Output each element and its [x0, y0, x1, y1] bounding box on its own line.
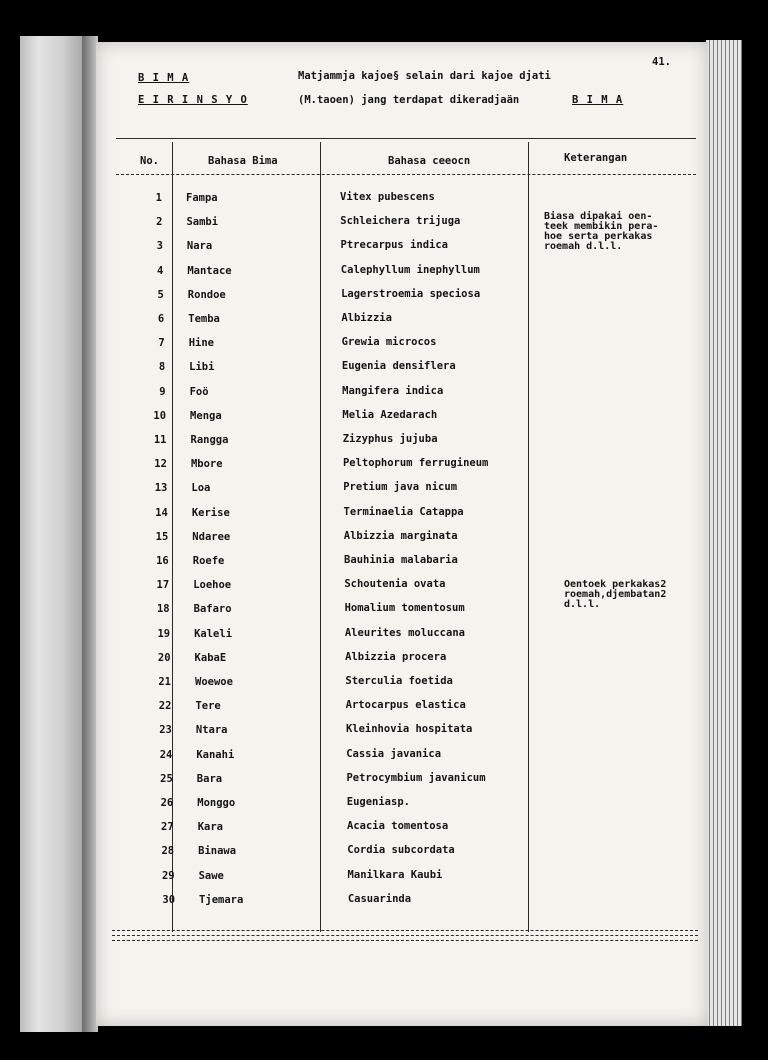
- page-number: 41.: [652, 56, 671, 68]
- row-number: 10: [153, 409, 167, 422]
- row-number: 19: [157, 627, 171, 640]
- bima-name: Nara: [186, 240, 213, 253]
- row-number: 13: [154, 482, 168, 495]
- scientific-name: Petrocymbium javanicum: [346, 771, 486, 784]
- row-number: 26: [160, 797, 174, 809]
- scientific-name: Peltophorum ferrugineum: [342, 457, 489, 470]
- bima-name: Loa: [191, 482, 211, 495]
- column-header-notes: Keterangan: [564, 152, 628, 164]
- bima-name: Mantace: [187, 264, 232, 277]
- row-number: 25: [160, 772, 173, 785]
- scientific-name: Artocarpus elastica: [345, 699, 466, 712]
- bima-name: Tere: [195, 700, 221, 713]
- row-number: 14: [155, 506, 168, 519]
- scientific-name: Albizzia: [341, 312, 392, 324]
- column-header-bima: Bahasa Bima: [208, 155, 278, 167]
- row-number: 3: [156, 240, 163, 253]
- bima-name: Hine: [188, 337, 214, 350]
- bima-name: Kanahi: [196, 748, 235, 761]
- bima-name: Loehoe: [193, 579, 232, 592]
- bima-name: Roefe: [192, 555, 225, 567]
- column-divider: [528, 142, 529, 932]
- document-title-line1: Matjammja kajoe§ selain dari kajoe djati: [298, 70, 551, 82]
- column-header-latin: Bahasa ceeocn: [388, 155, 471, 167]
- scientific-name: Terminaelia Catappa: [343, 505, 464, 518]
- scientific-name: Grewia microcos: [341, 336, 437, 349]
- bima-name: Ndaree: [192, 530, 231, 543]
- bima-name: Mbore: [190, 458, 223, 471]
- column-divider: [172, 142, 173, 932]
- row-number: 23: [159, 724, 172, 737]
- bima-name: Sawe: [198, 869, 224, 882]
- bima-name: Foö: [189, 385, 209, 398]
- row-number: 15: [155, 530, 169, 543]
- bima-name: Binawa: [198, 845, 237, 858]
- bima-name: Bafaro: [193, 603, 232, 616]
- bima-name: Monggo: [197, 797, 236, 809]
- scientific-name: Melia Azedarach: [342, 408, 438, 421]
- row-number: 9: [159, 385, 166, 398]
- scientific-name: Pretium java nicum: [343, 481, 458, 494]
- table-top-rule: [116, 138, 696, 139]
- note-construction-use: Oentoek perkakas2 roemah,djembatan2 d.l.l.: [564, 579, 667, 610]
- region-label: B I M A: [138, 72, 190, 84]
- scientific-name: Acacia tomentosa: [347, 820, 449, 833]
- column-divider: [320, 142, 321, 932]
- row-number: 5: [157, 288, 164, 301]
- row-number: 4: [157, 264, 164, 277]
- row-number: 28: [161, 845, 175, 858]
- row-number: 7: [158, 337, 165, 350]
- bima-name: Woewoe: [195, 676, 233, 688]
- bima-name: Kerise: [191, 506, 230, 519]
- bima-name: Kaleli: [194, 627, 233, 640]
- table-header-rule: [116, 174, 696, 175]
- row-number: 20: [157, 651, 171, 664]
- bima-name: Libi: [189, 361, 215, 374]
- row-number: 22: [158, 700, 172, 713]
- scientific-name: Ptrecarpus indica: [340, 239, 448, 252]
- scientific-name: Zizyphus jujuba: [342, 433, 438, 445]
- row-number: 27: [161, 821, 174, 834]
- scientific-name: Aleurites moluccana: [344, 626, 465, 639]
- row-number: 1: [155, 192, 162, 204]
- row-number: 30: [162, 893, 176, 906]
- scientific-name: Homalium tomentosum: [344, 602, 465, 615]
- bima-name: Fampa: [186, 192, 218, 204]
- bima-name: Sambi: [186, 216, 219, 229]
- document-title-region: B I M A: [572, 94, 624, 106]
- row-number: 2: [156, 216, 163, 229]
- bima-name: Rondoe: [187, 288, 226, 301]
- document-title-line2: (M.taoen) jang terdapat dikeradjaän: [298, 94, 520, 106]
- bima-name: Temba: [188, 313, 220, 325]
- table-bottom-rule: [112, 935, 698, 936]
- table-bottom-rule: [112, 930, 698, 931]
- row-number: 21: [158, 676, 171, 688]
- subregion-label: E I R I N S Y O: [138, 94, 248, 106]
- scientific-name: Albizzia procera: [345, 650, 447, 663]
- page-edges: [706, 40, 742, 1026]
- scientific-name: Albizzia marginata: [343, 529, 458, 542]
- row-number: 18: [156, 603, 170, 616]
- scientific-name: Lagerstroemia speciosa: [341, 287, 481, 300]
- row-number: 17: [156, 579, 170, 592]
- scientific-name: Calephyllum inephyllum: [340, 263, 480, 276]
- row-number: 24: [159, 748, 173, 761]
- row-number: 6: [157, 313, 165, 325]
- row-number: 12: [154, 458, 167, 471]
- scientific-name: Mangifera indica: [342, 384, 444, 397]
- table-bottom-rule: [112, 940, 698, 941]
- scientific-name: Cassia javanica: [346, 747, 442, 760]
- scientific-name: Bauhinia malabaria: [344, 554, 458, 566]
- row-number: 8: [158, 361, 166, 374]
- scientific-name: Schleichera trijuga: [340, 215, 461, 228]
- bima-name: Rangga: [190, 434, 229, 446]
- bima-name: Tjemara: [199, 893, 244, 906]
- scientific-name: Kleinhovia hospitata: [345, 723, 473, 736]
- column-header-no: No.: [140, 155, 159, 167]
- scientific-name: Cordia subcordata: [347, 844, 455, 857]
- document-page: [96, 42, 708, 1026]
- bima-name: Ntara: [195, 724, 228, 737]
- left-page-strip: [20, 36, 82, 1032]
- note-general-use: Biasa dipakai oen- teek membikin pera- hoe serta perkakas roemah d.l.l.: [544, 211, 659, 252]
- bima-name: KabaE: [194, 651, 227, 664]
- bima-name: Bara: [196, 772, 223, 785]
- scientific-name: Schoutenia ovata: [344, 578, 446, 591]
- scientific-name: Casuarinda: [347, 892, 412, 905]
- scientific-name: Eugeniasp.: [346, 796, 410, 808]
- bima-name: Kara: [197, 821, 223, 834]
- bima-name: Menga: [190, 409, 222, 422]
- row-number: 16: [156, 555, 169, 567]
- scientific-name: Eugenia densiflera: [341, 360, 456, 373]
- row-number: 11: [153, 434, 167, 446]
- scientific-name: Manilkara Kaubi: [347, 868, 443, 881]
- scientific-name: Sterculia foetida: [345, 675, 453, 687]
- row-number: 29: [161, 869, 175, 882]
- scientific-name: Vitex pubescens: [340, 191, 435, 203]
